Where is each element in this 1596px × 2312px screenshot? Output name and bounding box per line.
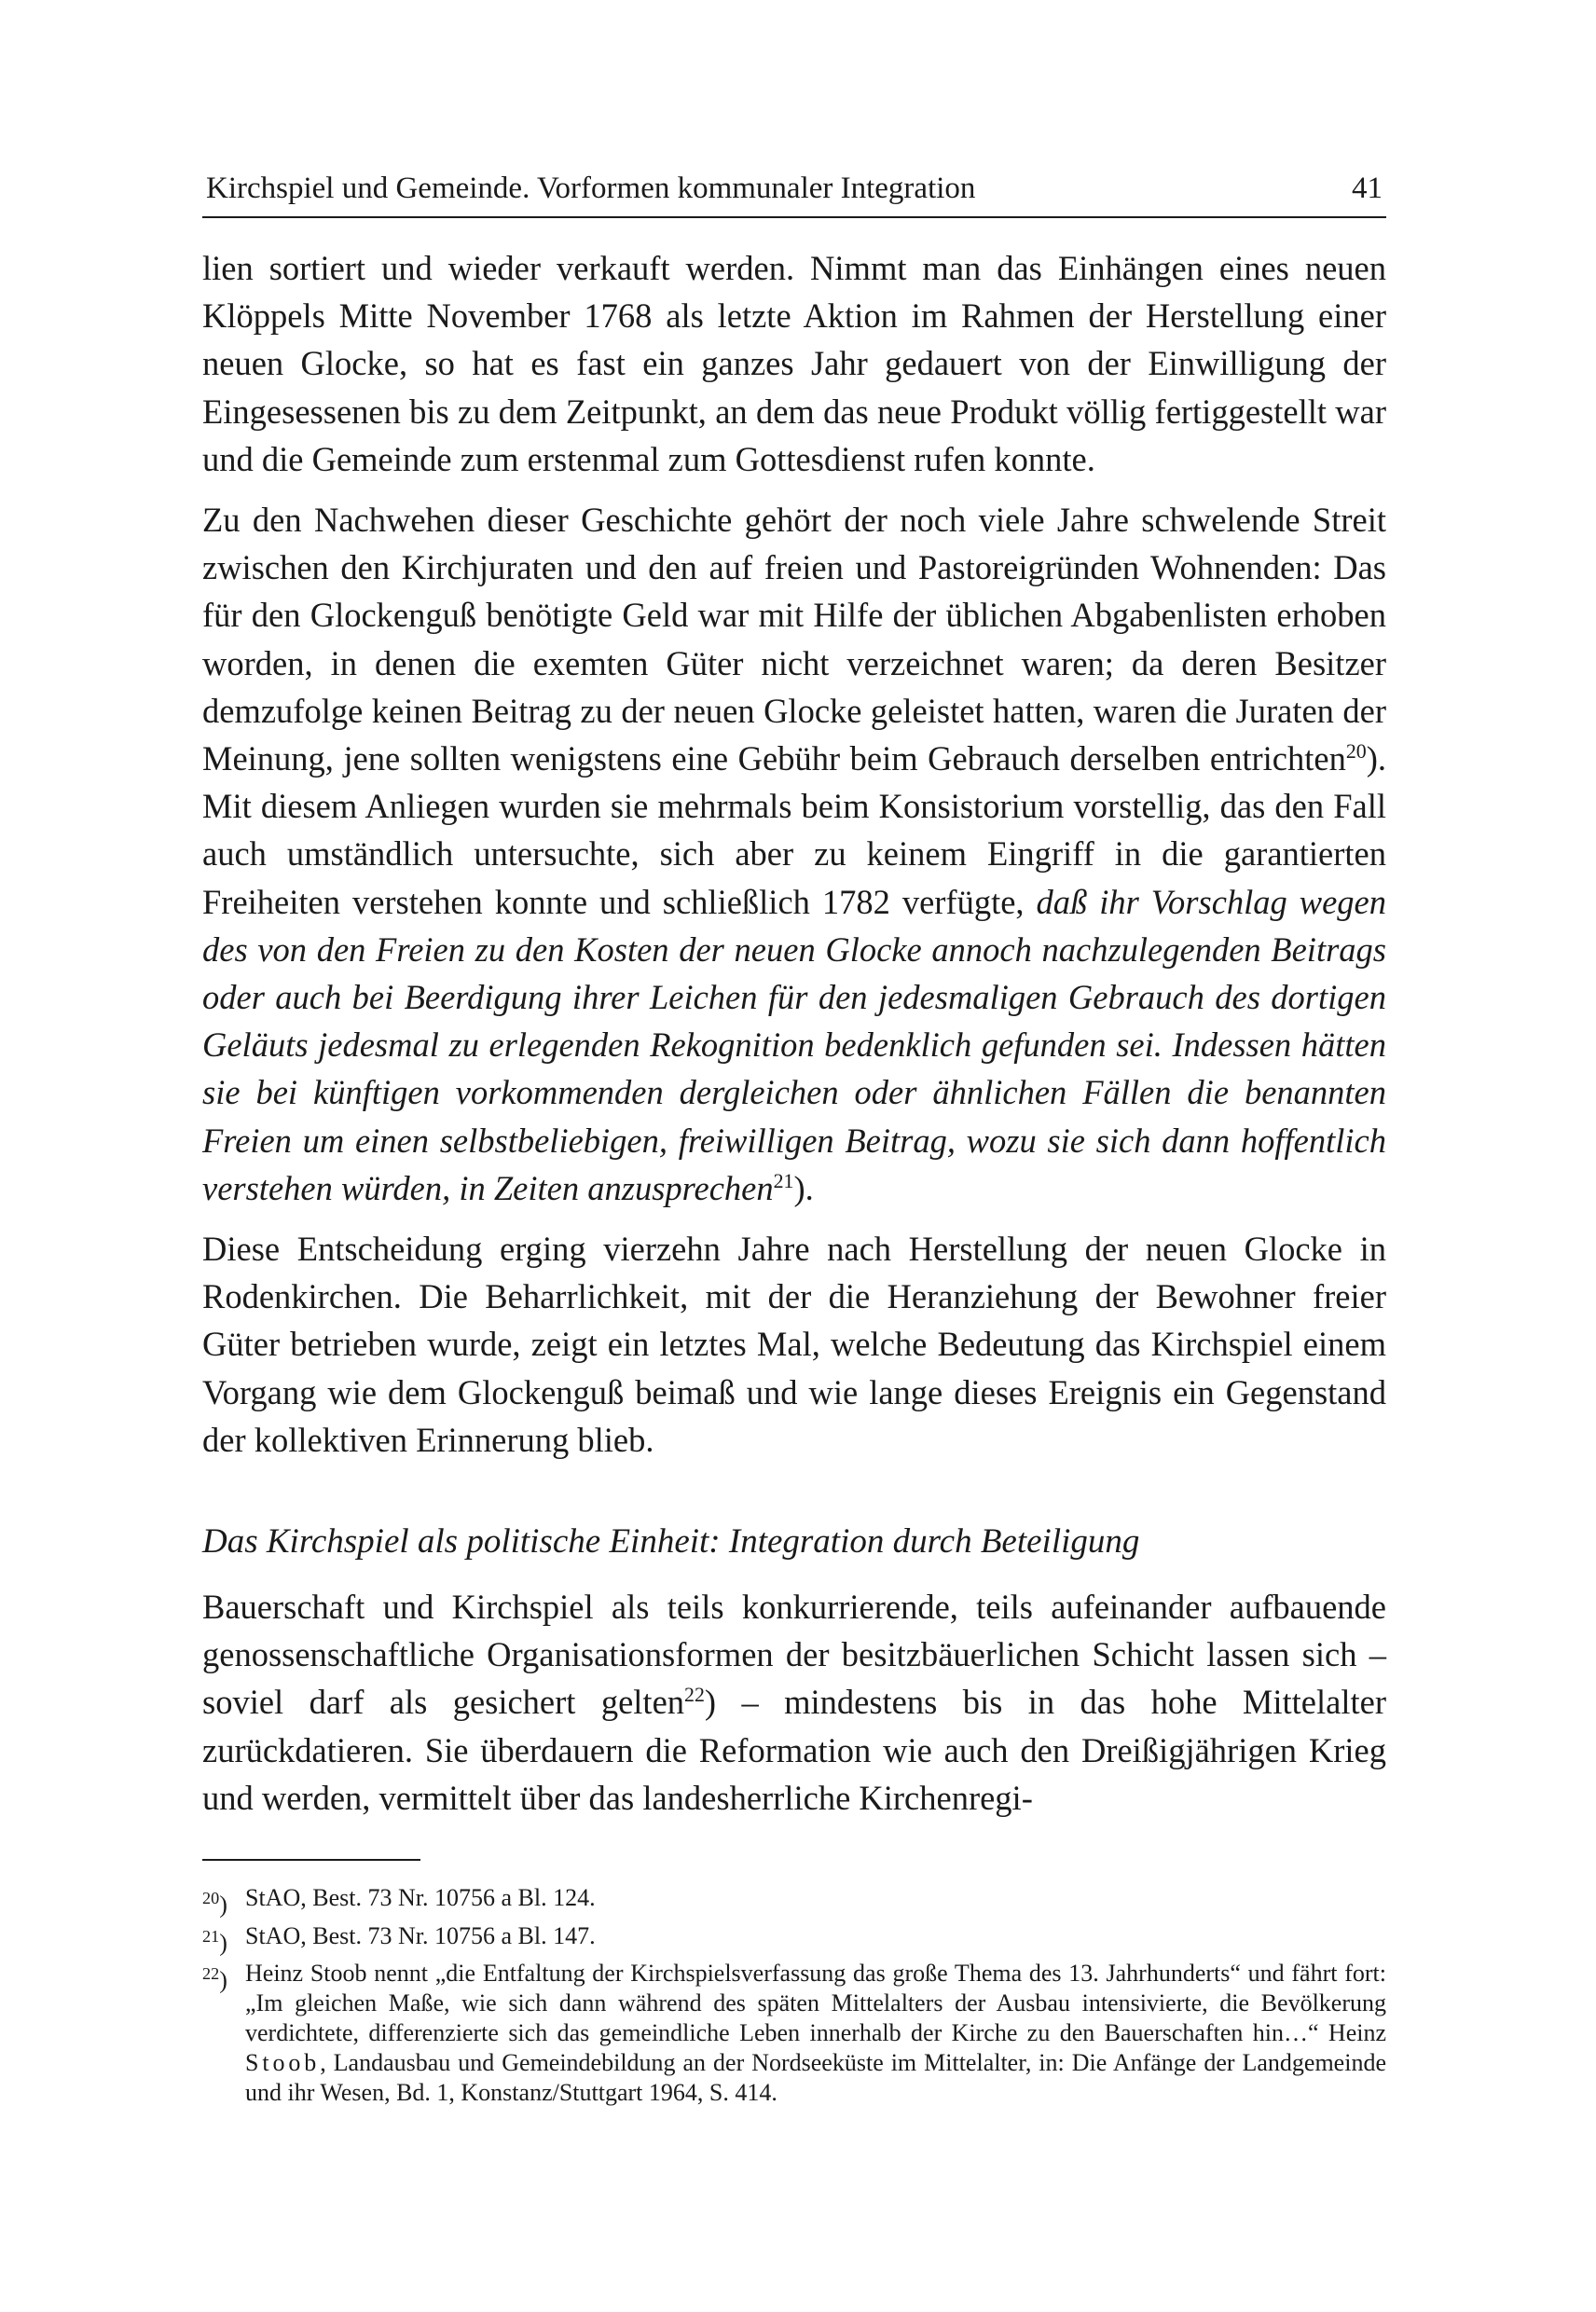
paragraph-2-text-a: Zu den Nachwehen dieser Geschichte gehört der noch viele Jahre schwelende Streit zwischen den Kirchjuraten und den auf freien und Pastoreigründen Wohnenden: Das für den Glockenguß benötigte Geld war mit Hilfe der üblichen Abgabenlisten erhoben worden, in denen die exemten Güter nicht verzeichnet waren; da deren Besitzer demzufolge keinen Beitrag zu der neuen Glocke geleistet hatten, waren die Juraten der Meinung, jene sollten wenigstens eine Gebühr beim Gebrauch derselben entrichten [202,501,1386,778]
paragraph-2 [202,496,1386,1212]
footnote-text: Heinz Stoob nennt „die Entfaltung der Kirchspielsverfassung das große Thema des 13. Jahrhunderts“ und fährt fort: „Im gleichen Maße, wie sich dann während des späten Mittelalters der Ausbau intensivierte, die Bevölkerung verdichtete, differenzierte sich das gemeindliche Leben innerhalb der Kirche zu den Bauerschaften hin…“ Heinz Stoob, Landausbau und Gemeindebildung an der Nordseeküste im Mittelalter, in: Die Anfänge der Landgemeinde und ihr Wesen, Bd. 1, Konstanz/Stuttgart 1964, S. 414. [245,1960,1386,2107]
section-heading: Das Kirchspiel als politische Einheit: Integration durch Beteiligung [202,1522,1140,1562]
body-text [202,244,1386,1822]
footnotes [202,1883,1386,2108]
footnote-number: $^{21}$) [202,1926,227,1957]
paragraph-2-text-c: ). [793,1168,814,1207]
footnote-ref-22[interactable]: 22 [684,1683,705,1707]
footnote-divider [202,1859,420,1861]
footnote-number: $^{20}$) [202,1889,227,1919]
paragraph-4-text-a: Bauerschaft und Kirchspiel als teils konkurrierende, teils aufeinander aufbauende genossenschaftliche Organisationsformen der besitzbäuerlichen Schicht lassen sich – soviel darf als gesichert gelten [202,1588,1386,1722]
page-number: 41 [1352,172,1383,205]
paragraph-1: lien sortiert und wieder verkauft werden. Nimmt man das Einhängen eines neuen Klöppels Mitte November 1768 als letzte Aktion im Rahmen der Herstellung einer neuen Glocke, so hat es fast ein ganzes Jahr gedauert von der Einwilligung der Eingesessenen bis zu dem Zeitpunkt, an dem das neue Produkt völlig fertiggestellt war und die Gemeinde zum erstenmal zum Gottesdienst rufen konnte. [202,249,1386,478]
paragraph-3: Diese Entscheidung erging vierzehn Jahre nach Herstellung der neuen Glocke in Rodenkirchen. Die Beharrlichkeit, mit der die Heranziehung der Bewohner freier Güter betrieben wurde, zeigt ein letztes Mal, welche Bedeutung das Kirchspiel einem Vorgang wie dem Glockenguß beimaß und wie lange dieses Ereignis ein Gegenstand der kollektiven Erinnerung blieb. [202,1230,1386,1459]
footnote-ref-21[interactable]: 21 [773,1168,794,1192]
footnote-number: $^{22}$) [202,1964,227,1995]
book-page [202,168,1386,2109]
footnote-21 [202,1921,1386,1959]
paragraph-4-text-b: ) – mindestens bis in das hohe Mittelalter zurückdatieren. Sie überdauern die Reformation wie auch den Dreißigjährigen Krieg und werden, vermittelt über das landesherrliche Kirchenregi- [202,1683,1386,1817]
footnote-text: StAO, Best. 73 Nr. 10756 a Bl. 124. [245,1884,596,1912]
paragraph-2-quote: daß ihr Vorschlag wegen des von den Freien zu den Kosten der neuen Glocke annoch nachzulegenden Beitrags oder auch bei Beerdigung ihrer Leichen für den jedesmaligen Gebrauch des dortigen Geläuts jedesmal zu erlegenden Rekognition bedenklich gefunden sei. Indessen hätten sie bei künftigen vorkommenden dergleichen oder ähnlichen Fällen die benannten Freien um einen selbstbeliebigen, freiwilligen Beitrag, wozu sie sich dann hoffentlich verstehen würden, in Zeiten anzusprechen [202,882,1386,1207]
footnote-ref-20[interactable]: 20 [1345,738,1367,763]
author-name: Stoob [245,2049,321,2077]
paragraph-2-text-b: ). Mit diesem Anliegen wurden sie mehrmals beim Konsistorium vorstellig, das den Fall auch umständlich untersuchte, sich aber zu keinem Eingriff in die garantierten Freiheiten verstehen konnte und schließlich 1782 verfügte, [202,739,1386,921]
footnote-20 [202,1883,1386,1920]
running-head [202,168,1386,218]
paragraph-4 [202,1583,1386,1822]
footnote-text: StAO, Best. 73 Nr. 10756 a Bl. 147. [245,1921,596,1949]
running-head-title: Kirchspiel und Gemeinde. Vorformen kommunaler Integration [206,172,976,205]
footnote-22 [202,1959,1386,2108]
